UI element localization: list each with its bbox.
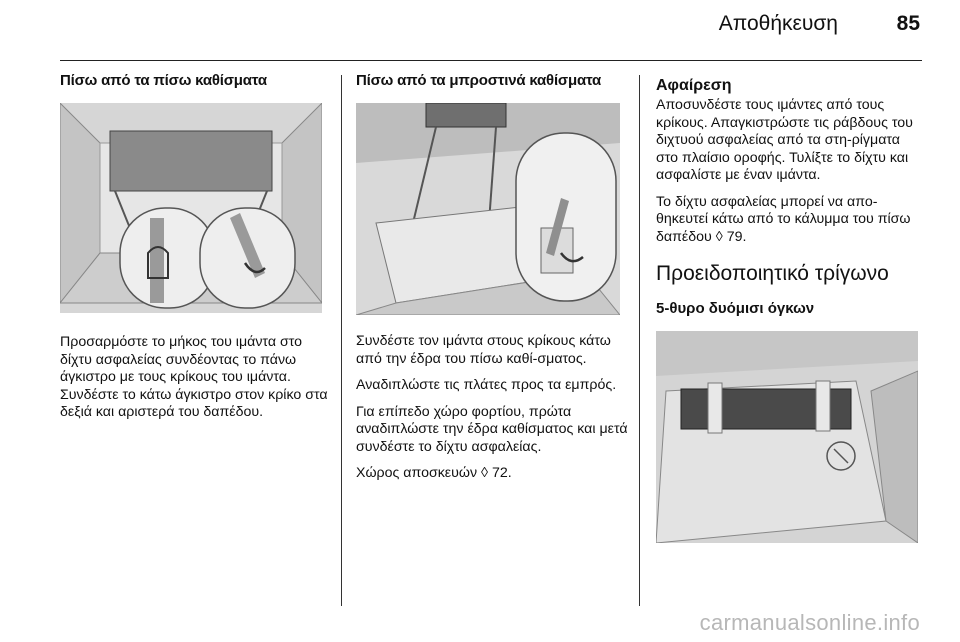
cross-reference (656, 194, 924, 247)
section-title: Προειδοποιητικό τρίγωνο (656, 262, 889, 285)
header-title: Αποθήκευση (718, 12, 838, 35)
cross-reference (356, 465, 631, 483)
column-divider-1 (341, 75, 342, 606)
illustration-front-seat-net (356, 103, 620, 315)
reference-arrow-icon: ◊ (481, 465, 489, 481)
illustration-warning-triangle (656, 331, 918, 543)
section-subtitle: 5-θυρο δυόμισι όγκων (656, 300, 815, 317)
section-heading: Πίσω από τα πίσω καθίσματα (60, 72, 267, 89)
reference-page: 72. (492, 465, 512, 481)
illustration-rear-seat-net (60, 103, 322, 313)
reference-text: Χώρος αποσκευών (356, 465, 478, 481)
watermark: carmanualsonline.info (699, 610, 920, 635)
reference-page: 79. (726, 228, 747, 245)
paragraph: Συνδέστε τον ιμάντα στους κρίκους κάτω από την έδρα του πίσω καθί-σματος. (356, 333, 611, 367)
paragraph: Αναδιπλώστε τις πλάτες προς τα εμπρός. (356, 377, 617, 393)
reference-arrow-icon: ◊ (715, 228, 723, 245)
section-heading: Πίσω από τα μπροστινά καθίσματα (356, 72, 602, 89)
reference-text: Το δίχτυ ασφαλείας μπορεί να απο-θηκευτεί κάτω από το κάλυμμα του πίσω δαπέδου (656, 193, 911, 245)
paragraph: Προσαρμόστε το μήκος του ιμάντα στο δίχτυ ασφαλείας συνδέοντας το πάνω άγκιστρο με τους κρίκους του ιμάντα. Συνδέστε το κάτω άγκιστρο στον κρίκο στα δεξιά και αριστερά του δαπέδου. (60, 334, 328, 420)
column-3 (656, 77, 924, 543)
page-number: 85 (896, 12, 920, 35)
subheading: Αφαίρεση (656, 77, 732, 94)
column-2 (356, 72, 631, 492)
paragraph: Αποσυνδέστε τους ιμάντες από τους κρίκους. Απαγκιστρώστε τις ράβδους του διχτυού ασφαλείας από τα στη-ρίγματα στο πλαίσιο οροφής. Τυλίξτε το δίχτυ και ασφαλίστε με έναν ιμάντα. (656, 97, 913, 183)
paragraph: Για επίπεδο χώρο φορτίου, πρώτα αναδιπλώστε την έδρα καθίσματος και μετά συνδέστε το δίχτυ ασφαλείας. (356, 403, 628, 455)
header-rule (60, 60, 922, 61)
column-divider-2 (639, 75, 640, 606)
column-1 (60, 72, 328, 431)
